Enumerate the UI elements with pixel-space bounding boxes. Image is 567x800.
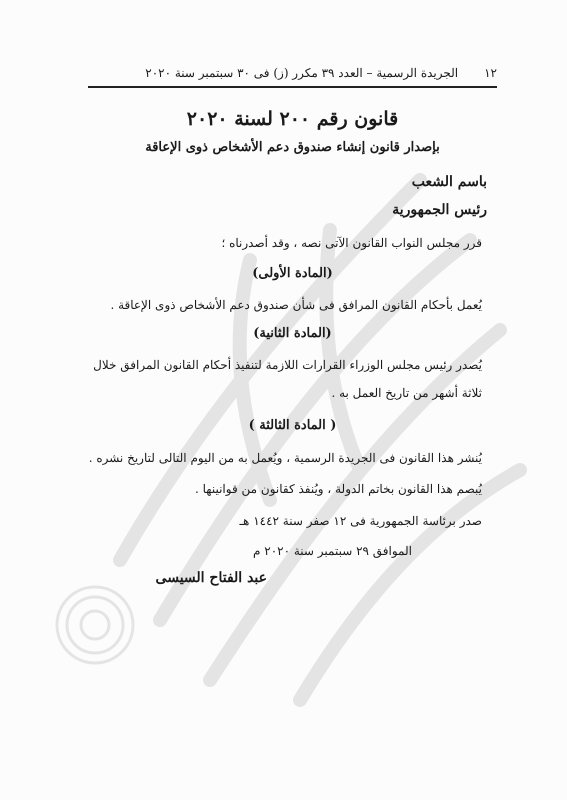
corresponding-date-line: الموافق ٢٩ سبتمبر سنة ٢٠٢٠ م <box>253 544 412 558</box>
article-1-line-1: يُعمل بأحكام القانون المرافق فى شأن صندوق دعم الأشخاص ذوى الإعاقة . <box>110 298 482 312</box>
article-1-heading: (المادة الأولى) <box>252 266 333 281</box>
law-title: قانون رقم ٢٠٠ لسنة ٢٠٢٠ <box>186 108 399 130</box>
president-title: رئيس الجمهورية <box>392 202 487 218</box>
article-3-line-2: يُبصم هذا القانون بخاتم الدولة ، ويُنفذ كقانون من قوانينها . <box>195 482 482 496</box>
article-3-line-1: يُنشر هذا القانون فى الجريدة الرسمية ، ويُعمل به من اليوم التالى لتاريخ نشره . <box>88 451 482 465</box>
page-number: ١٢ <box>484 66 497 80</box>
article-2-line-2: ثلاثة أشهر من تاريخ العمل به . <box>331 386 482 400</box>
gazette-issue-line: الجريدة الرسمية – العدد ٣٩ مكرر (ز) فى ٣٠ سبتمبر سنة ٢٠٢٠ <box>145 66 459 80</box>
article-2-heading: (المادة الثانية) <box>253 326 332 341</box>
article-2-line-1: يُصدر رئيس مجلس الوزراء القرارات اللازمة لتنفيذ أحكام القانون المرافق خلال <box>93 358 482 372</box>
gazette-header <box>88 62 497 84</box>
president-signature: عبد الفتاح السيسى <box>155 570 267 586</box>
issued-date-line: صدر برئاسة الجمهورية فى ١٢ صفر سنة ١٤٤٢ هـ <box>239 514 482 528</box>
in-name-of-people: باسم الشعب <box>411 174 487 190</box>
law-subtitle: بإصدار قانون إنشاء صندوق دعم الأشخاص ذوى الإعاقة <box>145 140 440 155</box>
decree-line: قرر مجلس النواب القانون الآتى نصه ، وقد أصدرناه ؛ <box>221 236 482 250</box>
header-divider <box>88 86 497 88</box>
article-3-heading: ( المادة الثالثة ) <box>248 418 337 433</box>
